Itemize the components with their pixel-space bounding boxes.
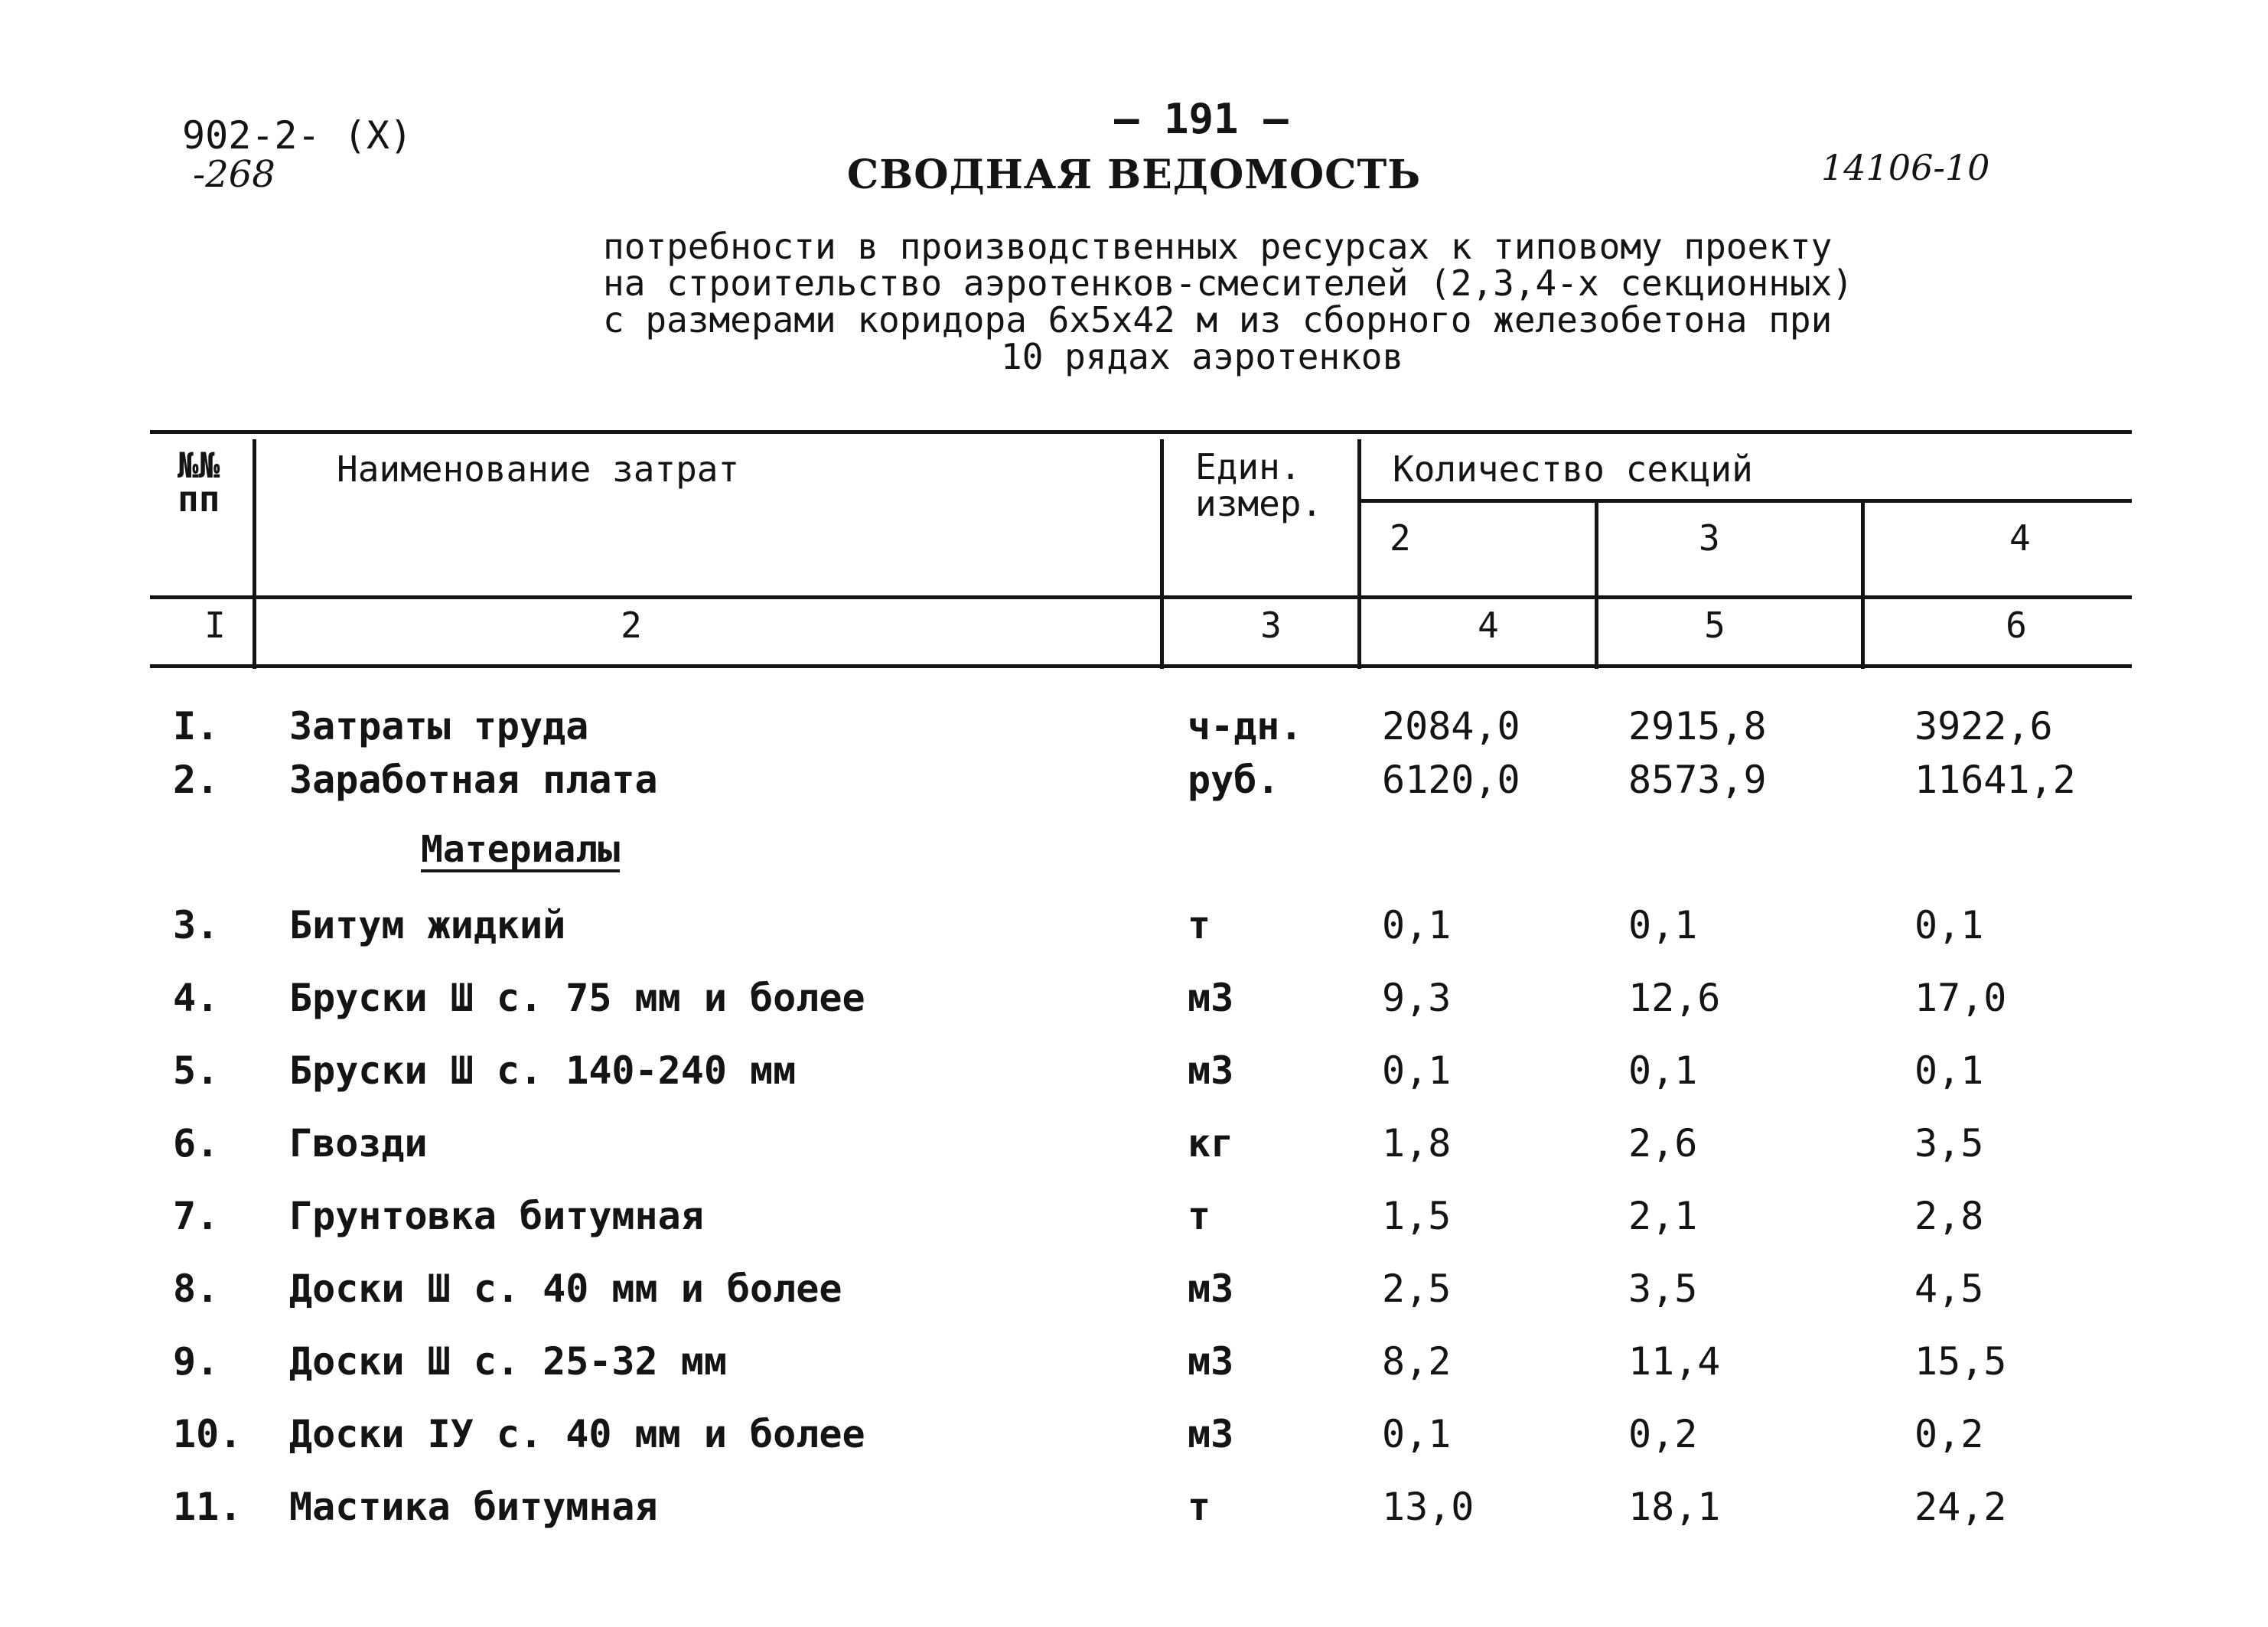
row-value-3: 0,1	[1628, 1048, 1698, 1093]
subtitle-line: 10 рядах аэротенков	[1001, 336, 1404, 377]
row-value-2: 2084,0	[1382, 704, 1520, 748]
row-name: Доски IУ с. 40 мм и более	[289, 1412, 865, 1456]
row-number: 3.	[173, 903, 220, 947]
row-value-3: 2915,8	[1628, 704, 1767, 748]
row-number: 6.	[173, 1121, 220, 1166]
page-title: СВОДНАЯ ВЕДОМОСТЬ	[846, 152, 1422, 198]
row-value-4: 15,5	[1914, 1339, 2007, 1384]
row-value-4: 17,0	[1914, 976, 2007, 1020]
row-value-2: 0,1	[1382, 903, 1452, 947]
table-row	[0, 1267, 2268, 1335]
row-unit: кг	[1188, 1121, 1234, 1166]
page-number: – 191 –	[1114, 95, 1289, 143]
inventory-stamp: 14106-10	[1821, 147, 1990, 188]
row-value-3: 0,1	[1628, 903, 1698, 947]
row-name: Грунтовка битумная	[289, 1194, 704, 1238]
row-value-2: 1,8	[1382, 1121, 1452, 1166]
row-name: Гвозди	[289, 1121, 428, 1166]
header-section-2: 2	[1390, 517, 1411, 559]
row-name: Мастика битумная	[289, 1485, 658, 1529]
subtitle-line: на строительство аэротенков-смесителей (2,3,4-х секционных)	[603, 262, 1853, 304]
column-number: 4	[1478, 605, 1499, 646]
row-name: Битум жидкий	[289, 903, 566, 947]
row-number: 8.	[173, 1267, 220, 1311]
row-unit: т	[1188, 903, 1211, 947]
row-value-4: 0,2	[1914, 1412, 1984, 1456]
row-value-3: 18,1	[1628, 1485, 1721, 1529]
header-quantity: Количество секций	[1393, 448, 1753, 490]
table-row	[0, 1339, 2268, 1408]
table-row	[0, 1485, 2268, 1554]
row-name: Заработная плата	[289, 758, 658, 802]
row-unit: м3	[1188, 1048, 1234, 1093]
document-code-sub: -268	[193, 153, 275, 196]
row-value-2: 1,5	[1382, 1194, 1452, 1238]
row-value-2: 2,5	[1382, 1267, 1452, 1311]
column-number: 3	[1260, 605, 1282, 646]
row-name: Бруски Ш с. 75 мм и более	[289, 976, 865, 1020]
row-value-3: 2,1	[1628, 1194, 1698, 1238]
row-name: Доски Ш с. 25-32 мм	[289, 1339, 727, 1384]
row-value-4: 2,8	[1914, 1194, 1984, 1238]
row-value-2: 0,1	[1382, 1412, 1452, 1456]
header-num: №№ пп	[178, 445, 220, 520]
row-number: 11.	[173, 1485, 243, 1529]
row-name: Затраты труда	[289, 704, 589, 748]
row-value-2: 6120,0	[1382, 758, 1520, 802]
row-value-3: 3,5	[1628, 1267, 1698, 1311]
section-heading-materials: Материалы	[421, 828, 621, 871]
row-value-2: 9,3	[1382, 976, 1452, 1020]
row-number: 9.	[173, 1339, 220, 1384]
table-row	[0, 758, 2268, 827]
table-sections-rule	[1359, 499, 2132, 503]
row-unit: м3	[1188, 976, 1234, 1020]
row-unit: м3	[1188, 1339, 1234, 1384]
row-value-2: 0,1	[1382, 1048, 1452, 1093]
row-value-4: 3922,6	[1914, 704, 2053, 748]
row-name: Бруски Ш с. 140-240 мм	[289, 1048, 797, 1093]
row-number: 4.	[173, 976, 220, 1020]
table-row	[0, 976, 2268, 1045]
document-subtitle	[603, 228, 1853, 375]
row-value-4: 4,5	[1914, 1267, 1984, 1311]
table-col-divider	[253, 439, 256, 669]
row-number: 10.	[173, 1412, 243, 1456]
document-code: 902-2- (X)	[182, 113, 413, 158]
subtitle-line: потребности в производственных ресурсах к типовому проекту	[603, 226, 1833, 267]
row-number: 2.	[173, 758, 220, 802]
row-unit: м3	[1188, 1412, 1234, 1456]
table-col-divider	[1160, 439, 1164, 669]
row-value-4: 11641,2	[1914, 758, 2076, 802]
row-value-2: 13,0	[1382, 1485, 1475, 1529]
header-name: Наименование затрат	[337, 448, 740, 490]
table-top-rule	[150, 430, 2132, 434]
table-row	[0, 1048, 2268, 1117]
row-value-4: 0,1	[1914, 1048, 1984, 1093]
table-row	[0, 903, 2268, 972]
column-number: 5	[1704, 605, 1725, 646]
column-number: 6	[2006, 605, 2027, 646]
row-number: 7.	[173, 1194, 220, 1238]
table-colnum-rule	[150, 664, 2132, 668]
table-row	[0, 1121, 2268, 1190]
row-unit: т	[1188, 1485, 1211, 1529]
row-number: 5.	[173, 1048, 220, 1093]
row-value-3: 12,6	[1628, 976, 1721, 1020]
row-value-3: 8573,9	[1628, 758, 1767, 802]
table-col-divider	[1357, 439, 1361, 669]
row-unit: руб.	[1188, 758, 1280, 802]
header-section-4: 4	[2009, 517, 2031, 559]
row-value-4: 24,2	[1914, 1485, 2007, 1529]
table-header-rule	[150, 595, 2132, 599]
row-name: Доски Ш с. 40 мм и более	[289, 1267, 842, 1311]
row-value-3: 2,6	[1628, 1121, 1698, 1166]
row-value-4: 0,1	[1914, 903, 1984, 947]
row-unit: м3	[1188, 1267, 1234, 1311]
row-value-3: 11,4	[1628, 1339, 1721, 1384]
table-row	[0, 1194, 2268, 1263]
row-value-2: 8,2	[1382, 1339, 1452, 1384]
header-unit: Един. измер.	[1195, 446, 1323, 524]
row-number: I.	[173, 704, 220, 748]
header-section-3: 3	[1699, 517, 1720, 559]
column-number: 2	[621, 605, 642, 646]
table-col-divider	[1595, 499, 1598, 669]
row-unit: ч-дн.	[1188, 704, 1303, 748]
column-number: I	[204, 605, 226, 646]
row-value-4: 3,5	[1914, 1121, 1984, 1166]
row-value-3: 0,2	[1628, 1412, 1698, 1456]
table-row	[0, 1412, 2268, 1481]
table-col-divider	[1861, 499, 1865, 669]
row-unit: т	[1188, 1194, 1211, 1238]
subtitle-line: с размерами коридора 6х5х42 м из сборного железобетона при	[603, 299, 1833, 341]
